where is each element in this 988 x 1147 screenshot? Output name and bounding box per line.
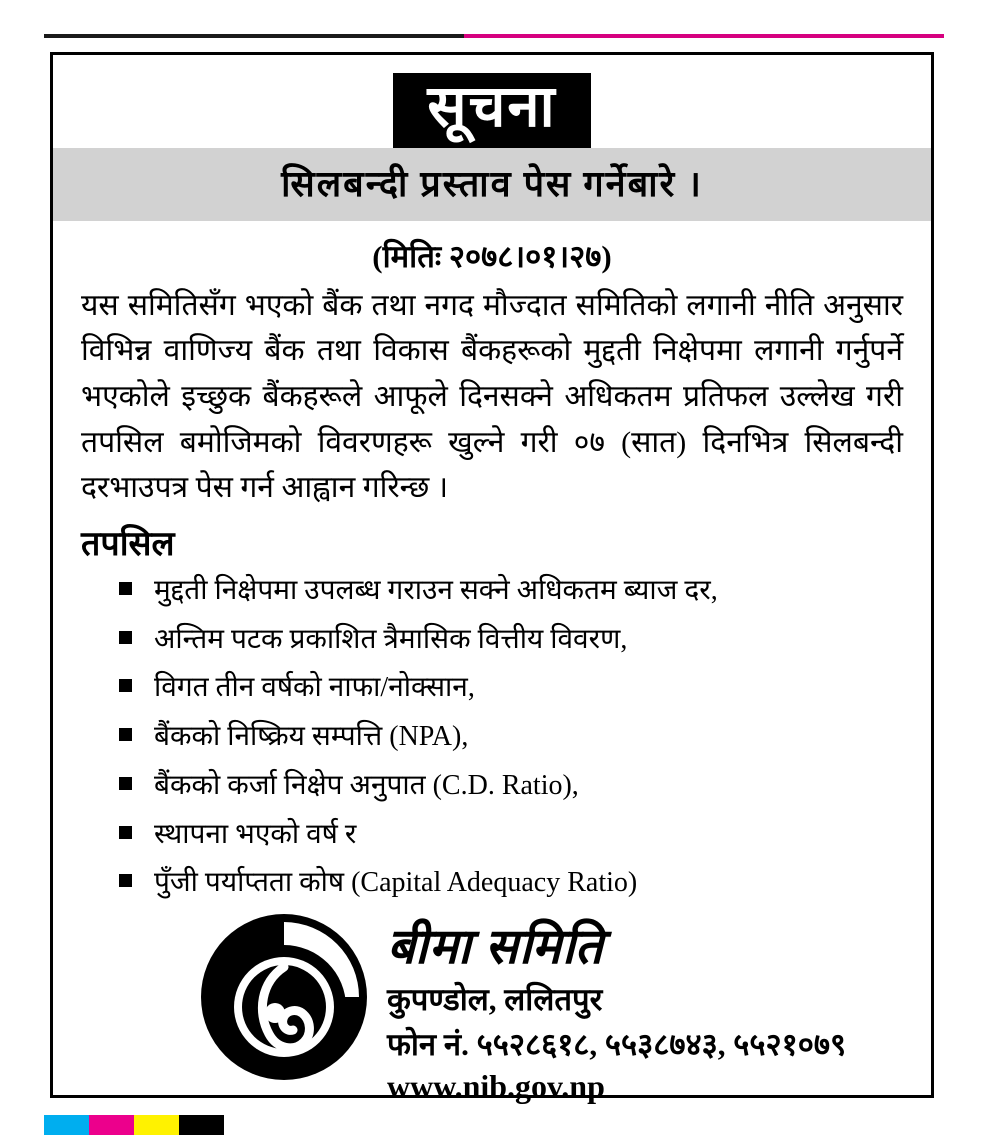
notice-subtitle: सिलबन्दी प्रस्ताव पेस गर्नेबारे । [281,163,703,204]
list-item-label: अन्तिम पटक प्रकाशित त्रैमासिक वित्तीय विवरण, [154,623,628,655]
color-swatch-cyan [44,1115,89,1135]
organization-details [387,912,846,1105]
square-bullet-icon [119,777,132,790]
square-bullet-icon [119,728,132,741]
color-swatch-yellow [134,1115,179,1135]
notice-body-text: यस समितिसँग भएको बैंक तथा नगद मौज्दात समितिको लगानी नीति अनुसार विभिन्न वाणिज्य बैंक तथा विकास बैंकहरूको मुद्दती निक्षेपमा लगानी गर्नुपर्ने भएकोले इच्छुक बैंकहरूले आफूले दिनसक्ने अधिकतम प्रतिफल उल्लेख गरी तपसिल बमोजिमको विवरणहरू खुल्ने गरी ०७ (सात) दिनभित्र सिलबन्दी दरभाउपत्र पेस गर्न आह्वान गरिन्छ । [81,288,903,505]
section-heading-tapsil: तपसिल [81,525,175,563]
notice-advertisement [50,52,934,1104]
list-item [97,766,905,806]
print-color-registration-bar [44,1115,224,1135]
list-item [97,717,905,757]
list-item-label: स्थापना भएको वर्ष र [154,818,357,850]
list-item [97,668,905,708]
list-item [97,571,905,611]
list-item-label: मुद्दती निक्षेपमा उपलब्ध गराउन सक्ने अधिकतम ब्याज दर, [154,574,718,606]
notice-title-banner [79,73,905,148]
square-bullet-icon [119,679,132,692]
list-item [97,815,905,855]
organization-website: www.nib.gov.np [387,1068,605,1104]
beema-samiti-logo-icon [199,912,369,1082]
list-item-label: बैंकको निष्क्रिय सम्पत्ति (NPA), [154,721,469,753]
notice-date: (मितिः २०७८।०१।२७) [372,238,612,274]
organization-address: कुपण्डोल, ललितपुर [387,982,603,1017]
color-swatch-black [179,1115,224,1135]
notice-subtitle-band [53,148,931,221]
list-item-label: पुँजी पर्याप्तता कोष (Capital Adequacy Ratio) [154,867,638,899]
list-item [97,863,905,903]
notice-title: सूचना [393,73,590,148]
square-bullet-icon [119,826,132,839]
color-swatch-magenta [89,1115,134,1135]
square-bullet-icon [119,582,132,595]
list-item-label: बैंकको कर्जा निक्षेप अनुपात (C.D. Ratio), [154,769,579,801]
requirements-list [79,571,905,903]
square-bullet-icon [119,631,132,644]
organization-phone: फोन नं. ५५२८६१८, ५५३८७४३, ५५२१०७९ [387,1027,847,1062]
top-registration-rule-black [44,34,464,38]
square-bullet-icon [119,874,132,887]
list-item [97,620,905,660]
organization-footer [79,912,905,1105]
list-item-label: विगत तीन वर्षको नाफा/नोक्सान, [154,672,475,704]
organization-name: बीमा समिति [387,919,604,975]
